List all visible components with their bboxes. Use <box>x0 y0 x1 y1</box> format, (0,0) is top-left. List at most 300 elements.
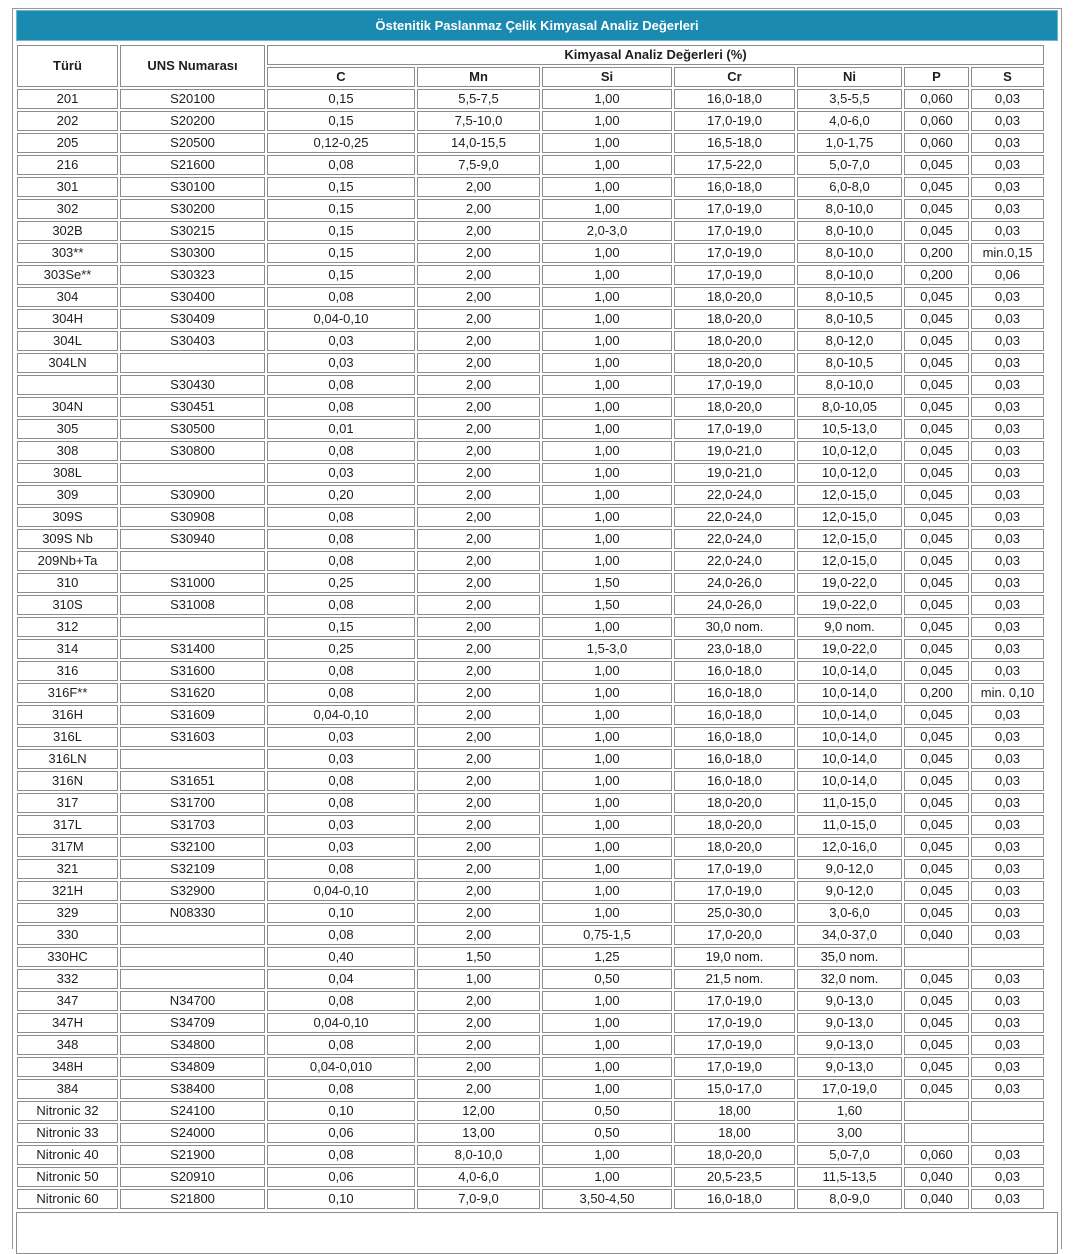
cell-si: 1,00 <box>542 507 672 527</box>
cell-ni: 9,0-13,0 <box>797 1035 902 1055</box>
cell-uns: S24100 <box>120 1101 265 1121</box>
cell-s <box>971 1123 1044 1143</box>
cell-uns: S24000 <box>120 1123 265 1143</box>
cell-ni: 19,0-22,0 <box>797 639 902 659</box>
cell-si: 1,25 <box>542 947 672 967</box>
cell-uns: S30200 <box>120 199 265 219</box>
cell-c: 0,08 <box>267 683 415 703</box>
cell-mn: 2,00 <box>417 925 540 945</box>
cell-cr: 16,0-18,0 <box>674 771 795 791</box>
cell-ni: 8,0-10,05 <box>797 397 902 417</box>
cell-uns: S31008 <box>120 595 265 615</box>
cell-type: Nitronic 60 <box>17 1189 118 1209</box>
cell-c: 0,15 <box>267 199 415 219</box>
table-row <box>17 661 1044 681</box>
cell-cr: 16,0-18,0 <box>674 727 795 747</box>
cell-s: 0,03 <box>971 177 1044 197</box>
cell-p: 0,045 <box>904 793 969 813</box>
cell-ni: 5,0-7,0 <box>797 155 902 175</box>
cell-type: 305 <box>17 419 118 439</box>
cell-p: 0,045 <box>904 551 969 571</box>
table-row <box>17 1035 1044 1055</box>
cell-uns: S20500 <box>120 133 265 153</box>
cell-uns: S30430 <box>120 375 265 395</box>
header-element-cr: Cr <box>674 67 795 87</box>
cell-ni: 10,0-14,0 <box>797 771 902 791</box>
cell-mn: 2,00 <box>417 441 540 461</box>
cell-type: 330 <box>17 925 118 945</box>
cell-c: 0,25 <box>267 639 415 659</box>
cell-cr: 16,0-18,0 <box>674 661 795 681</box>
cell-p: 0,045 <box>904 903 969 923</box>
cell-uns: S30900 <box>120 485 265 505</box>
cell-si: 1,00 <box>542 331 672 351</box>
cell-ni: 8,0-10,0 <box>797 243 902 263</box>
cell-si: 1,00 <box>542 485 672 505</box>
cell-ni: 9,0-13,0 <box>797 1013 902 1033</box>
cell-s: 0,03 <box>971 1079 1044 1099</box>
cell-c: 0,03 <box>267 749 415 769</box>
cell-cr: 17,0-19,0 <box>674 991 795 1011</box>
cell-si: 1,00 <box>542 199 672 219</box>
cell-s: 0,03 <box>971 595 1044 615</box>
cell-mn: 13,00 <box>417 1123 540 1143</box>
cell-c: 0,12-0,25 <box>267 133 415 153</box>
cell-p: 0,045 <box>904 155 969 175</box>
cell-p: 0,045 <box>904 859 969 879</box>
cell-si: 1,00 <box>542 177 672 197</box>
cell-cr: 24,0-26,0 <box>674 595 795 615</box>
cell-uns <box>120 551 265 571</box>
cell-uns: S31600 <box>120 661 265 681</box>
cell-si: 1,00 <box>542 463 672 483</box>
cell-type: 304L <box>17 331 118 351</box>
cell-ni: 12,0-15,0 <box>797 551 902 571</box>
cell-cr: 19,0 nom. <box>674 947 795 967</box>
cell-uns: S30940 <box>120 529 265 549</box>
cell-type: 316N <box>17 771 118 791</box>
cell-type: 316LN <box>17 749 118 769</box>
table-row <box>17 573 1044 593</box>
cell-type: 384 <box>17 1079 118 1099</box>
cell-cr: 16,0-18,0 <box>674 683 795 703</box>
table-row <box>17 991 1044 1011</box>
cell-cr: 16,0-18,0 <box>674 705 795 725</box>
cell-cr: 19,0-21,0 <box>674 463 795 483</box>
cell-s: 0,03 <box>971 727 1044 747</box>
cell-uns: S30100 <box>120 177 265 197</box>
cell-cr: 16,0-18,0 <box>674 89 795 109</box>
cell-mn: 2,00 <box>417 1079 540 1099</box>
cell-mn: 2,00 <box>417 639 540 659</box>
cell-p: 0,045 <box>904 375 969 395</box>
cell-ni: 12,0-15,0 <box>797 507 902 527</box>
cell-type: 316H <box>17 705 118 725</box>
cell-type: Nitronic 32 <box>17 1101 118 1121</box>
cell-ni: 5,0-7,0 <box>797 1145 902 1165</box>
cell-uns <box>120 463 265 483</box>
cell-c: 0,08 <box>267 925 415 945</box>
table-body <box>17 89 1044 1209</box>
cell-si: 1,00 <box>542 859 672 879</box>
cell-mn: 4,0-6,0 <box>417 1167 540 1187</box>
header-type: Türü <box>17 45 118 87</box>
cell-mn: 2,00 <box>417 903 540 923</box>
cell-c: 0,03 <box>267 727 415 747</box>
cell-c: 0,08 <box>267 793 415 813</box>
cell-p: 0,045 <box>904 837 969 857</box>
cell-cr: 18,0-20,0 <box>674 815 795 835</box>
cell-p <box>904 1123 969 1143</box>
cell-c: 0,25 <box>267 573 415 593</box>
table-row <box>17 111 1044 131</box>
cell-mn: 2,00 <box>417 859 540 879</box>
cell-mn: 1,00 <box>417 969 540 989</box>
cell-ni: 10,5-13,0 <box>797 419 902 439</box>
cell-ni: 35,0 nom. <box>797 947 902 967</box>
cell-uns: S31000 <box>120 573 265 593</box>
cell-p: 0,045 <box>904 1013 969 1033</box>
cell-c: 0,04-0,10 <box>267 309 415 329</box>
cell-uns: S30215 <box>120 221 265 241</box>
cell-p: 0,200 <box>904 243 969 263</box>
cell-type: 304 <box>17 287 118 307</box>
cell-c: 0,15 <box>267 243 415 263</box>
cell-type: 347H <box>17 1013 118 1033</box>
header-element-c: C <box>267 67 415 87</box>
cell-c: 0,08 <box>267 1079 415 1099</box>
table-row <box>17 1189 1044 1209</box>
cell-ni: 10,0-14,0 <box>797 749 902 769</box>
cell-uns: S30403 <box>120 331 265 351</box>
cell-type: 308L <box>17 463 118 483</box>
cell-type <box>17 375 118 395</box>
cell-s: 0,03 <box>971 485 1044 505</box>
cell-cr: 18,0-20,0 <box>674 331 795 351</box>
cell-type: 303** <box>17 243 118 263</box>
cell-cr: 18,0-20,0 <box>674 287 795 307</box>
cell-type: Nitronic 40 <box>17 1145 118 1165</box>
cell-ni: 19,0-22,0 <box>797 595 902 615</box>
cell-ni: 8,0-10,0 <box>797 199 902 219</box>
cell-c: 0,08 <box>267 661 415 681</box>
cell-si: 1,00 <box>542 89 672 109</box>
cell-c: 0,04-0,10 <box>267 705 415 725</box>
cell-c: 0,06 <box>267 1123 415 1143</box>
cell-mn: 2,00 <box>417 463 540 483</box>
table-title: Östenitik Paslanmaz Çelik Kimyasal Analiz Değerleri <box>16 10 1058 41</box>
cell-type: 317L <box>17 815 118 835</box>
cell-mn: 2,00 <box>417 287 540 307</box>
cell-ni: 9,0-13,0 <box>797 991 902 1011</box>
cell-p: 0,045 <box>904 529 969 549</box>
table-row <box>17 419 1044 439</box>
table-row <box>17 331 1044 351</box>
table-row <box>17 397 1044 417</box>
cell-type: 321H <box>17 881 118 901</box>
cell-type: 317 <box>17 793 118 813</box>
cell-type: 317M <box>17 837 118 857</box>
table-row <box>17 441 1044 461</box>
cell-p: 0,045 <box>904 353 969 373</box>
cell-ni: 11,5-13,5 <box>797 1167 902 1187</box>
cell-ni: 10,0-12,0 <box>797 441 902 461</box>
table-row <box>17 309 1044 329</box>
cell-type: 205 <box>17 133 118 153</box>
cell-cr: 18,0-20,0 <box>674 353 795 373</box>
cell-s: 0,03 <box>971 287 1044 307</box>
cell-cr: 17,0-20,0 <box>674 925 795 945</box>
cell-mn: 2,00 <box>417 683 540 703</box>
cell-s: 0,03 <box>971 815 1044 835</box>
cell-p: 0,045 <box>904 1079 969 1099</box>
cell-si: 2,0-3,0 <box>542 221 672 241</box>
cell-s: 0,03 <box>971 309 1044 329</box>
cell-s: 0,03 <box>971 1167 1044 1187</box>
cell-ni: 9,0-13,0 <box>797 1057 902 1077</box>
cell-c: 0,15 <box>267 89 415 109</box>
cell-mn: 2,00 <box>417 573 540 593</box>
table-row <box>17 749 1044 769</box>
cell-s: 0,03 <box>971 375 1044 395</box>
cell-p: 0,045 <box>904 419 969 439</box>
cell-s: 0,03 <box>971 133 1044 153</box>
cell-c: 0,03 <box>267 463 415 483</box>
cell-uns <box>120 353 265 373</box>
cell-uns: S34800 <box>120 1035 265 1055</box>
table-row <box>17 1145 1044 1165</box>
header-uns: UNS Numarası <box>120 45 265 87</box>
cell-s: 0,03 <box>971 419 1044 439</box>
cell-uns: S31400 <box>120 639 265 659</box>
cell-si: 1,00 <box>542 111 672 131</box>
cell-cr: 18,00 <box>674 1123 795 1143</box>
cell-s: 0,03 <box>971 771 1044 791</box>
cell-ni: 1,60 <box>797 1101 902 1121</box>
cell-uns: S21800 <box>120 1189 265 1209</box>
cell-cr: 18,0-20,0 <box>674 837 795 857</box>
cell-cr: 16,0-18,0 <box>674 177 795 197</box>
cell-mn: 2,00 <box>417 617 540 637</box>
cell-p: 0,060 <box>904 111 969 131</box>
cell-type: 316L <box>17 727 118 747</box>
cell-cr: 18,0-20,0 <box>674 397 795 417</box>
cell-s: 0,03 <box>971 1057 1044 1077</box>
cell-ni: 8,0-10,5 <box>797 287 902 307</box>
cell-uns: N34700 <box>120 991 265 1011</box>
cell-cr: 17,0-19,0 <box>674 1013 795 1033</box>
header-element-p: P <box>904 67 969 87</box>
cell-ni: 8,0-9,0 <box>797 1189 902 1209</box>
cell-s: 0,03 <box>971 463 1044 483</box>
cell-si: 3,50-4,50 <box>542 1189 672 1209</box>
cell-si: 1,00 <box>542 243 672 263</box>
cell-c: 0,08 <box>267 287 415 307</box>
cell-c: 0,04 <box>267 969 415 989</box>
cell-cr: 17,0-19,0 <box>674 243 795 263</box>
cell-mn: 7,5-10,0 <box>417 111 540 131</box>
cell-p: 0,045 <box>904 397 969 417</box>
header-chemical-analysis: Kimyasal Analiz Değerleri (%) <box>267 45 1044 65</box>
cell-c: 0,15 <box>267 177 415 197</box>
cell-uns: S30323 <box>120 265 265 285</box>
cell-mn: 2,00 <box>417 375 540 395</box>
table-row <box>17 727 1044 747</box>
cell-c: 0,08 <box>267 155 415 175</box>
cell-c: 0,08 <box>267 551 415 571</box>
table-row <box>17 925 1044 945</box>
cell-cr: 18,00 <box>674 1101 795 1121</box>
cell-c: 0,06 <box>267 1167 415 1187</box>
cell-si: 1,00 <box>542 1057 672 1077</box>
cell-p: 0,045 <box>904 661 969 681</box>
cell-s: 0,03 <box>971 639 1044 659</box>
cell-mn: 12,00 <box>417 1101 540 1121</box>
cell-p: 0,040 <box>904 1167 969 1187</box>
table-row <box>17 375 1044 395</box>
cell-uns: S30500 <box>120 419 265 439</box>
cell-s: 0,06 <box>971 265 1044 285</box>
cell-p: 0,060 <box>904 1145 969 1165</box>
table-row <box>17 1057 1044 1077</box>
cell-c: 0,10 <box>267 1189 415 1209</box>
cell-si: 1,00 <box>542 771 672 791</box>
cell-s: 0,03 <box>971 441 1044 461</box>
cell-type: Nitronic 33 <box>17 1123 118 1143</box>
cell-cr: 17,0-19,0 <box>674 881 795 901</box>
cell-uns: S30400 <box>120 287 265 307</box>
cell-uns: S34709 <box>120 1013 265 1033</box>
cell-mn: 2,00 <box>417 265 540 285</box>
cell-c: 0,08 <box>267 397 415 417</box>
cell-s: 0,03 <box>971 837 1044 857</box>
table-row <box>17 903 1044 923</box>
cell-uns: S38400 <box>120 1079 265 1099</box>
cell-mn: 2,00 <box>417 793 540 813</box>
cell-p: 0,045 <box>904 969 969 989</box>
table-row <box>17 265 1044 285</box>
cell-c: 0,40 <box>267 947 415 967</box>
cell-cr: 16,5-18,0 <box>674 133 795 153</box>
cell-si: 1,00 <box>542 353 672 373</box>
table-row <box>17 617 1044 637</box>
cell-ni: 10,0-14,0 <box>797 705 902 725</box>
cell-s: 0,03 <box>971 705 1044 725</box>
cell-mn: 7,5-9,0 <box>417 155 540 175</box>
cell-mn: 5,5-7,5 <box>417 89 540 109</box>
cell-si: 1,00 <box>542 1013 672 1033</box>
cell-ni: 3,0-6,0 <box>797 903 902 923</box>
cell-mn: 2,00 <box>417 507 540 527</box>
cell-si: 1,00 <box>542 749 672 769</box>
cell-c: 0,15 <box>267 617 415 637</box>
cell-c: 0,15 <box>267 265 415 285</box>
cell-p: 0,045 <box>904 815 969 835</box>
cell-si: 1,00 <box>542 529 672 549</box>
cell-type: 332 <box>17 969 118 989</box>
chemical-analysis-table <box>15 43 1046 1211</box>
table-row <box>17 221 1044 241</box>
cell-c: 0,08 <box>267 529 415 549</box>
cell-mn: 2,00 <box>417 815 540 835</box>
cell-si: 1,50 <box>542 573 672 593</box>
cell-p: 0,045 <box>904 595 969 615</box>
cell-mn: 2,00 <box>417 529 540 549</box>
cell-mn: 8,0-10,0 <box>417 1145 540 1165</box>
cell-p: 0,045 <box>904 881 969 901</box>
cell-cr: 17,0-19,0 <box>674 1035 795 1055</box>
cell-mn: 2,00 <box>417 243 540 263</box>
header-element-ni: Ni <box>797 67 902 87</box>
analysis-table-panel <box>12 8 1062 1249</box>
cell-s: 0,03 <box>971 507 1044 527</box>
table-row <box>17 815 1044 835</box>
cell-cr: 17,0-19,0 <box>674 265 795 285</box>
cell-p: 0,045 <box>904 639 969 659</box>
cell-si: 1,00 <box>542 705 672 725</box>
cell-s: 0,03 <box>971 199 1044 219</box>
cell-type: 348 <box>17 1035 118 1055</box>
cell-mn: 2,00 <box>417 309 540 329</box>
cell-cr: 17,0-19,0 <box>674 199 795 219</box>
cell-c: 0,08 <box>267 771 415 791</box>
cell-type: 310S <box>17 595 118 615</box>
cell-c: 0,08 <box>267 1145 415 1165</box>
table-row <box>17 199 1044 219</box>
cell-type: 302 <box>17 199 118 219</box>
cell-mn: 2,00 <box>417 991 540 1011</box>
cell-si: 1,00 <box>542 903 672 923</box>
cell-ni: 9,0-12,0 <box>797 881 902 901</box>
cell-s: 0,03 <box>971 1189 1044 1209</box>
cell-si: 1,00 <box>542 837 672 857</box>
cell-si: 1,00 <box>542 287 672 307</box>
cell-uns: S30908 <box>120 507 265 527</box>
cell-uns: S20100 <box>120 89 265 109</box>
cell-ni: 34,0-37,0 <box>797 925 902 945</box>
cell-p: 0,045 <box>904 1057 969 1077</box>
cell-si: 1,00 <box>542 727 672 747</box>
cell-s: 0,03 <box>971 859 1044 879</box>
cell-c: 0,15 <box>267 111 415 131</box>
cell-s: 0,03 <box>971 991 1044 1011</box>
cell-s: 0,03 <box>971 793 1044 813</box>
cell-type: 202 <box>17 111 118 131</box>
cell-s: 0,03 <box>971 661 1044 681</box>
table-row <box>17 155 1044 175</box>
cell-p: 0,060 <box>904 89 969 109</box>
cell-p: 0,045 <box>904 617 969 637</box>
cell-s: 0,03 <box>971 1013 1044 1033</box>
cell-cr: 25,0-30,0 <box>674 903 795 923</box>
cell-si: 1,00 <box>542 617 672 637</box>
cell-uns <box>120 749 265 769</box>
cell-type: 304N <box>17 397 118 417</box>
cell-ni: 6,0-8,0 <box>797 177 902 197</box>
cell-c: 0,08 <box>267 1035 415 1055</box>
table-row <box>17 881 1044 901</box>
cell-si: 1,50 <box>542 595 672 615</box>
cell-p: 0,040 <box>904 1189 969 1209</box>
cell-cr: 20,5-23,5 <box>674 1167 795 1187</box>
cell-type: Nitronic 50 <box>17 1167 118 1187</box>
cell-type: 304H <box>17 309 118 329</box>
cell-mn: 2,00 <box>417 199 540 219</box>
cell-cr: 22,0-24,0 <box>674 507 795 527</box>
cell-uns: S34809 <box>120 1057 265 1077</box>
cell-cr: 17,0-19,0 <box>674 111 795 131</box>
cell-mn: 2,00 <box>417 661 540 681</box>
